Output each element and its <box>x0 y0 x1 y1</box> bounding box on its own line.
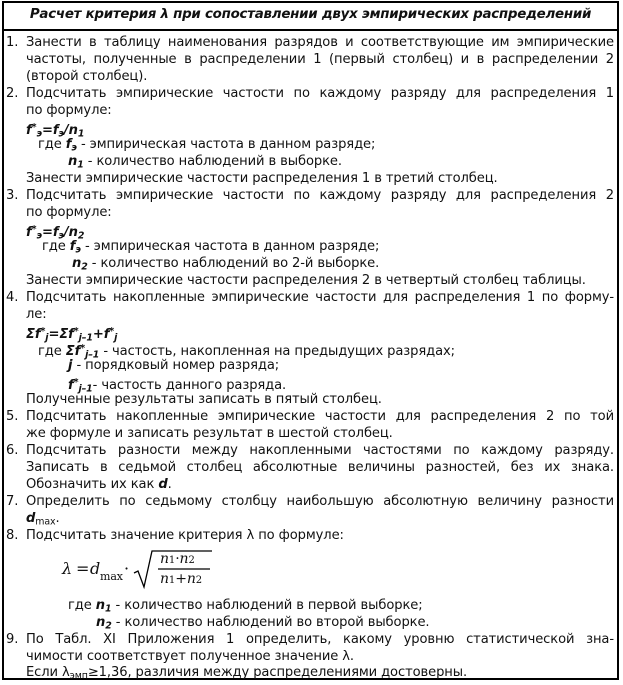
step-9-line-2: чимости соответствует полученное значение λ. <box>26 649 354 664</box>
step-3-line-2: по формуле: <box>26 205 112 220</box>
step-5-number: 5. <box>6 409 19 424</box>
step-8-def-n2: n2 - количество наблюдений во второй выборке. <box>96 615 430 632</box>
step-4-line-1: Подсчитать накопленные эмпирические частости для распределения 1 по форму- <box>26 290 614 305</box>
step-2-note: Занести эмпирические частости распределения 1 в третий столбец. <box>26 171 498 186</box>
step-1-number: 1. <box>6 35 19 50</box>
step-7-line-1: Определить по седьмому столбцу наибольшую абсолютную величину разности <box>26 494 614 509</box>
step-2-number: 2. <box>6 86 19 101</box>
step-4-def-sum: где Σf*j–1 - частость, накопленная на предыдущих разрядах; <box>38 343 455 361</box>
step-3-note: Занести эмпирические частости распределения 2 в четвертый столбец таблицы. <box>26 273 586 288</box>
step-4-def-fj: f*j–1- частость данного разряда. <box>68 377 287 395</box>
step-8-def-n1: где n1 - количество наблюдений в первой выборке; <box>68 598 423 615</box>
step-8-number: 8. <box>6 528 19 543</box>
step-4-note: Полученные результаты записать в пятый столбец. <box>26 392 382 407</box>
fraction-numerator: n1·n2 <box>160 551 195 567</box>
step-7-number: 7. <box>6 494 19 509</box>
step-3-def-n2: n2 - количество наблюдений во 2-й выборке. <box>72 256 380 273</box>
document-title: Расчет критерия λ при сопоставлении двух эмпирических распределений <box>29 7 592 22</box>
step-6-line-1: Подсчитать разности между накопленными частостями по каждому разряду. <box>26 443 614 458</box>
step-4-line-2: ле: <box>26 307 47 322</box>
step-2-line-1: Подсчитать эмпирические частости по каждому разряду для распределения 1 <box>26 86 614 101</box>
step-6-line-2: Записать в седьмой столбец абсолютные величины разностей, без их знака. <box>26 460 614 475</box>
step-2-def-fe: где fэ - эмпирическая частота в данном разряде; <box>38 137 376 154</box>
step-5-line-1: Подсчитать накопленные эмпирические частости для распределения 2 по той <box>26 409 614 424</box>
step-1-line-1: Занести в таблицу наименования разрядов и соответствующие им эмпирические <box>26 35 614 50</box>
step-6-line-3: Обозначить их как d. <box>26 477 172 492</box>
step-9-line-1: По Табл. XI Приложения 1 определить, какому уровню статистической зна- <box>26 632 614 647</box>
step-3-formula: f*э=fэ/n2 <box>26 224 85 242</box>
step-1-line-3: (второй столбец). <box>26 69 148 84</box>
step-5-line-2: же формуле и записать результат в шестой столбец. <box>26 426 393 441</box>
step-2-formula: f*э=fэ/n1 <box>26 122 85 140</box>
step-1-line-2: частоты, полученные в распределении 1 (первый столбец) и в распределении 2 <box>26 52 614 67</box>
step-4-def-j: j - порядковый номер разряда; <box>68 358 280 373</box>
title-divider <box>4 29 617 31</box>
procedure-card <box>2 1 619 680</box>
step-3-number: 3. <box>6 188 19 203</box>
fraction-denominator: n1+n2 <box>160 571 203 587</box>
step-2-def-n1: n1 - количество наблюдений в выборке. <box>68 154 342 171</box>
step-6-number: 6. <box>6 443 19 458</box>
step-4-formula: Σf*j=Σf*j–1+f*j <box>26 326 118 344</box>
step-9-number: 9. <box>6 632 19 647</box>
step-9-line-3: Если λэмп≥1,36, различия между распределениями достоверны. <box>26 665 468 682</box>
lambda-formula: λ = d max · n1·n2 n1+n2 <box>62 549 222 591</box>
step-8-line-1: Подсчитать значение критерия λ по формуле: <box>26 528 344 543</box>
step-7-dmax: dmax. <box>26 511 60 528</box>
step-4-number: 4. <box>6 290 19 305</box>
step-3-def-fe: где fэ - эмпирическая частота в данном разряде; <box>42 239 380 256</box>
step-3-line-1: Подсчитать эмпирические частости по каждому разряду для распределения 2 <box>26 188 614 203</box>
step-2-line-2: по формуле: <box>26 103 112 118</box>
